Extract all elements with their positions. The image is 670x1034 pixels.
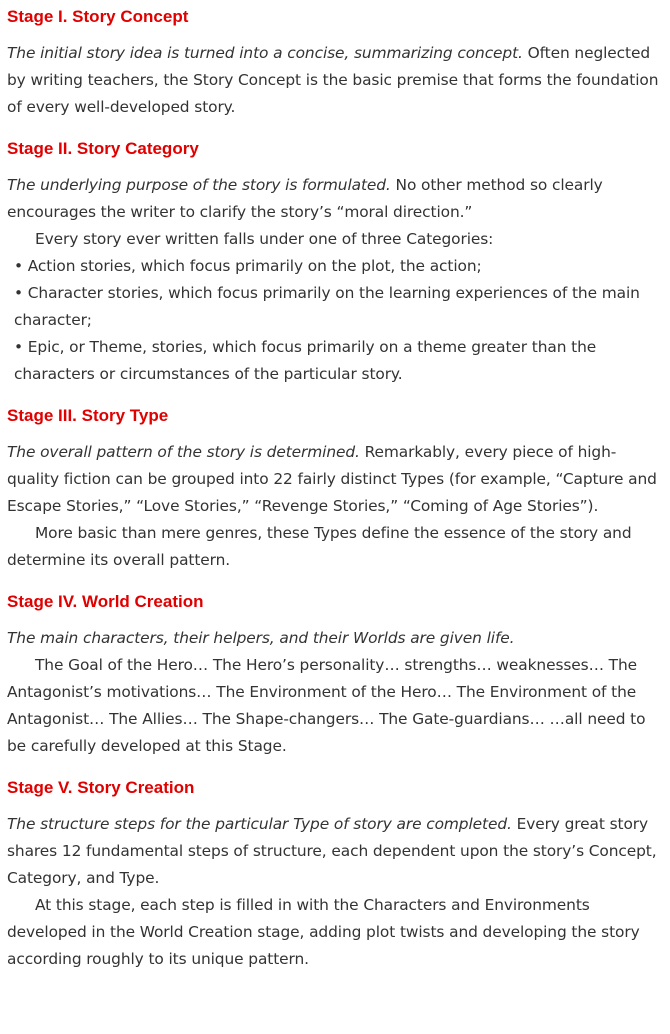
stage-5-body — [7, 811, 664, 984]
stage-1-section — [7, 0, 664, 132]
stage-1-body — [7, 40, 664, 132]
list-item-epic: • Epic, or Theme, stories, which focus primarily on a theme greater than the characters or circumstances of the particular story. — [14, 338, 597, 383]
stage-1-title: Stage I. Story Concept — [7, 7, 189, 26]
stage-5-section — [7, 771, 664, 984]
stage-5-lead-text: Every great story shares 12 fundamental steps of structure, each dependent upon the story’s Concept, Category, and Type. — [7, 815, 657, 887]
stage-2-section — [7, 132, 664, 399]
stage-3-section — [7, 399, 664, 585]
stage-2-lead-text: No other method so clearly encourages the writer to clarify the story’s “moral direction.” — [7, 176, 603, 221]
list-item-character: • Character stories, which focus primarily on the learning experiences of the main character; — [14, 284, 640, 329]
stage-1-paragraph — [7, 40, 664, 121]
stage-4-paragraph — [7, 625, 664, 652]
stage-1-lead-italic: The initial story idea is turned into a concise, summarizing concept. — [7, 44, 523, 62]
stage-3-title: Stage III. Story Type — [7, 406, 169, 425]
stage-3-paragraph — [7, 439, 664, 520]
list-item-action: • Action stories, which focus primarily on the plot, the action; — [14, 257, 482, 275]
stage-3-lead-italic: The overall pattern of the story is determined. — [7, 443, 360, 461]
stage-2-body — [7, 172, 664, 399]
stage-4-title: Stage IV. World Creation — [7, 592, 204, 611]
stage-5-title: Stage V. Story Creation — [7, 778, 195, 797]
stage-4-lead-italic: The main characters, their helpers, and their Worlds are given life. — [7, 629, 515, 647]
stage-3-indent-paragraph: More basic than mere genres, these Types define the essence of the story and determine its overall pattern. — [7, 524, 632, 569]
stage-2-paragraph — [7, 172, 664, 226]
stage-5-indent-paragraph: At this stage, each step is filled in with the Characters and Environments developed in the World Creation stage, adding plot twists and developing the story according roughly to its unique pattern. — [7, 896, 640, 968]
stage-2-title: Stage II. Story Category — [7, 139, 199, 158]
stage-3-lead-text: Remarkably, every piece of high-quality fiction can be grouped into 22 fairly distinct Types (for example, “Capture and Escape Stories,” “Love Stories,” “Revenge Stories,” “Coming of Age Stories”). — [7, 443, 657, 515]
stage-2-indent-paragraph: Every story ever written falls under one of three Categories: — [35, 230, 494, 248]
stage-5-lead-italic: The structure steps for the particular Type of story are completed. — [7, 815, 512, 833]
stage-4-body — [7, 625, 664, 771]
stage-4-section — [7, 585, 664, 771]
stage-3-body — [7, 439, 664, 585]
stage-1-lead-text: Often neglected by writing teachers, the Story Concept is the basic premise that forms the foundation of every well-developed story. — [7, 44, 659, 116]
stage-4-indent-paragraph: The Goal of the Hero… The Hero’s personality… strengths… weaknesses… The Antagonist’s motivations… The Environment of the Hero… The Environment of the Antagonist… The Allies… The Shape-changers… The Gate-guardians… …all need to be carefully developed at this Stage. — [7, 656, 646, 755]
stage-2-lead-italic: The underlying purpose of the story is formulated. — [7, 176, 391, 194]
stage-5-paragraph — [7, 811, 664, 892]
